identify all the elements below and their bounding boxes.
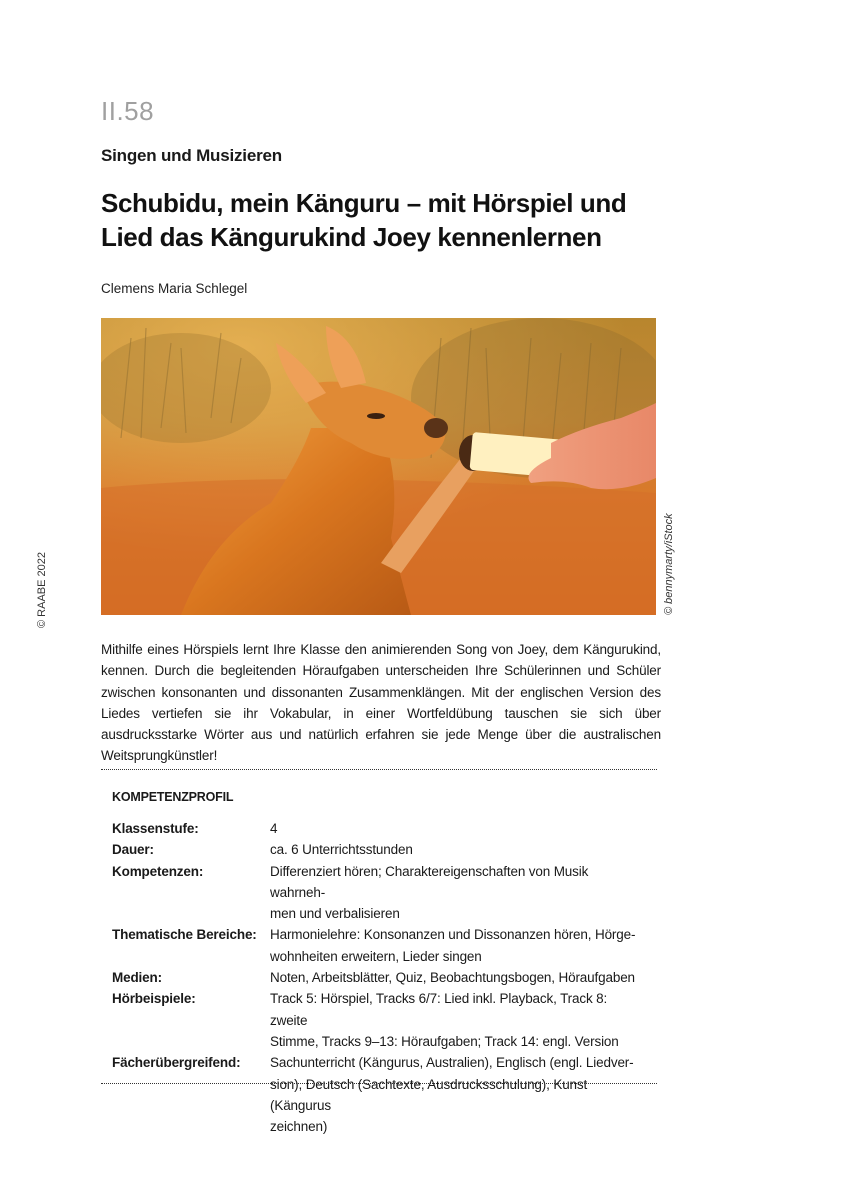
profile-label: Kompetenzen: — [112, 863, 204, 879]
intro-paragraph: Mithilfe eines Hörspiels lernt Ihre Klasse den animierenden Song von Joey, dem Kängurukind, kennen. Durch die begleitenden Höraufgaben unterscheiden Ihre Schülerinnen und Schüler zwischen konsonanten und dissonanten Zusammenklängen. Mit der englischen Version des Liedes vertiefen sie ihr Vokabular, in einer Wortfeldübung tauschen sie sich über ausdrucksstarke Wörter aus und natürlich erfahren sie jede Menge über die australischen Weitsprungkünstler! — [101, 642, 661, 764]
value-line: Differenziert hören; Charaktereigenschaften von Musik wahrneh- — [270, 863, 589, 900]
profile-row-audio-examples — [112, 988, 652, 1052]
profile-value — [270, 988, 652, 1052]
profile-heading: KOMPETENZPROFIL — [112, 790, 234, 804]
profile-label: Fächerübergreifend: — [112, 1055, 241, 1071]
value-line: Stimme, Tracks 9–13: Höraufgaben; Track 14: engl. Version — [270, 1033, 619, 1049]
profile-value — [270, 818, 652, 839]
profile-label: Hörbeispiele: — [112, 991, 196, 1007]
value-line: men und verbalisieren — [270, 906, 400, 922]
author: Clemens Maria Schlegel — [101, 281, 248, 296]
dotted-divider-top — [101, 769, 657, 770]
dotted-divider-bottom — [101, 1083, 657, 1084]
value-line: Noten, Arbeitsblätter, Quiz, Beobachtungsbogen, Höraufgaben — [270, 970, 635, 986]
profile-row-grade — [112, 818, 652, 839]
page-number: II.58 — [101, 96, 155, 126]
value-line: Track 5: Hörspiel, Tracks 6/7: Lied inkl. Playback, Track 8: zweite — [270, 991, 608, 1028]
profile-label: Dauer: — [112, 842, 154, 858]
title-line-1: Schubidu, mein Känguru – mit Hörspiel und — [101, 188, 627, 218]
value-line: zeichnen) — [270, 1119, 328, 1135]
profile-label: Klassenstufe: — [112, 821, 199, 836]
profile-value — [270, 924, 652, 967]
title-line-2: Lied das Kängurukind Joey kennenlernen — [101, 222, 602, 252]
profile-value — [270, 861, 652, 925]
profile-value — [270, 839, 652, 860]
photo-credit: © bennymarty/iStock — [663, 513, 675, 615]
profile-row-cross-curricular — [112, 1052, 652, 1137]
competence-profile — [112, 818, 652, 1137]
profile-row-media — [112, 967, 652, 988]
category-label: Singen und Musizieren — [101, 146, 282, 165]
copyright-notice: © RAABE 2022 — [36, 552, 48, 628]
value-line: ca. 6 Unterrichtsstunden — [270, 842, 413, 858]
page-title — [101, 186, 661, 254]
profile-value — [270, 967, 652, 988]
profile-row-topics — [112, 924, 652, 967]
value-line: sion), Deutsch (Sachtexte, Ausdrucksschulung), Kunst (Kängurus — [270, 1076, 588, 1113]
value-line: Sachunterricht (Kängurus, Australien), Englisch (engl. Liedver- — [270, 1055, 634, 1071]
profile-label: Medien: — [112, 970, 162, 986]
value-line: Harmonielehre: Konsonanzen und Dissonanzen hören, Hörge- — [270, 927, 636, 943]
kangaroo-photo — [101, 318, 656, 615]
value-line: wohnheiten erweitern, Lieder singen — [270, 948, 482, 964]
profile-row-duration — [112, 839, 652, 860]
profile-label: Thematische Bereiche: — [112, 927, 257, 943]
value-line: 4 — [270, 821, 278, 836]
profile-value — [270, 1052, 652, 1137]
profile-row-competences — [112, 861, 652, 925]
